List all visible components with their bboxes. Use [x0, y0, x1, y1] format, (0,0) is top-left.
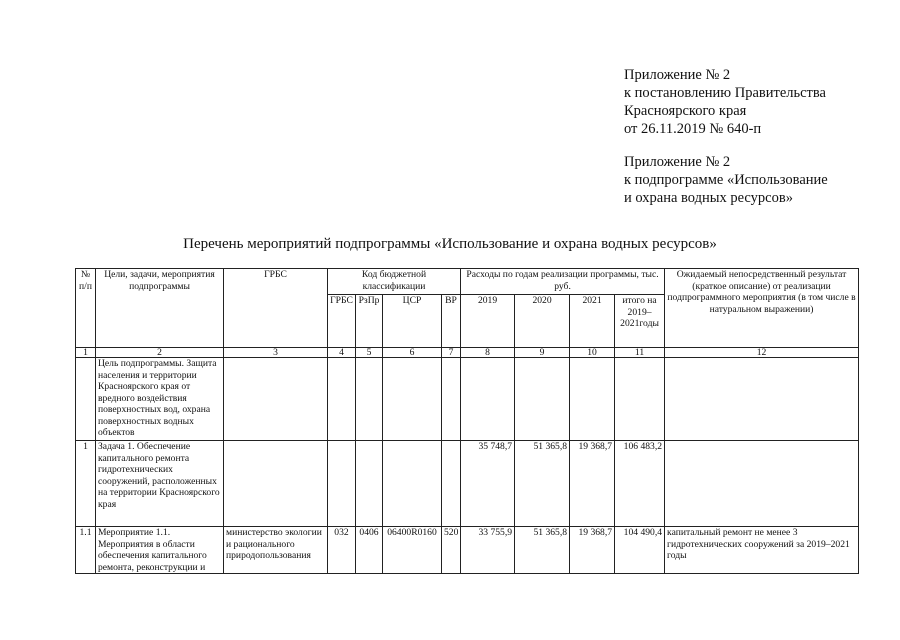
table-row-event — [76, 527, 859, 574]
event-rzpr: 0406 — [356, 527, 383, 574]
appendix-header-subprogram — [624, 153, 828, 207]
appendix-line: Приложение № 2 — [624, 67, 731, 83]
header-csr: ЦСР — [383, 295, 442, 348]
column-number: 1 — [76, 348, 96, 358]
column-number: 11 — [615, 348, 665, 358]
event-text: Мероприятие 1.1. Мероприятия в области обеспечения капитального ремонта, реконструкции и — [96, 527, 224, 574]
column-number: 10 — [570, 348, 615, 358]
task-text: Задача 1. Обеспечение капитального ремонта гидротехнических сооружений, расположенных на территории Красноярского края — [96, 441, 224, 527]
value-total: 104 490,4 — [615, 527, 665, 574]
appendix-line: к постановлению Правительства — [624, 85, 826, 101]
goal-text: Цель подпрограммы. Защита населения и территории Красноярского края от вредного воздействия поверхностных вод, охрана поверхностных водных объектов — [96, 358, 224, 441]
row-num: 1.1 — [76, 527, 96, 574]
value-total: 106 483,2 — [615, 441, 665, 527]
column-number: 4 — [328, 348, 356, 358]
header-num: № п/п — [76, 269, 96, 348]
value-2019: 35 748,7 — [461, 441, 515, 527]
column-number: 6 — [383, 348, 442, 358]
header-total: итого на 2019–2021годы — [615, 295, 665, 348]
column-number-row — [76, 348, 859, 358]
header-goals: Цели, задачи, мероприятия подпрограммы — [96, 269, 224, 348]
row-num: 1 — [76, 441, 96, 527]
column-number: 3 — [224, 348, 328, 358]
table-row-goal — [76, 358, 859, 441]
document-title: Перечень мероприятий подпрограммы «Использование и охрана водных ресурсов» — [183, 236, 717, 252]
event-grbs-code: 032 — [328, 527, 356, 574]
event-csr: 06400R0160 — [383, 527, 442, 574]
column-number: 7 — [442, 348, 461, 358]
column-number: 8 — [461, 348, 515, 358]
value-2020: 51 365,8 — [515, 441, 570, 527]
appendix-line: к подпрограмме «Использование — [624, 172, 828, 188]
column-number: 12 — [665, 348, 859, 358]
header-2021: 2021 — [570, 295, 615, 348]
header-rzpr: РзПр — [356, 295, 383, 348]
event-result: капитальный ремонт не менее 3 гидротехнических сооружений за 2019–2021 годы — [665, 527, 859, 574]
value-2021: 19 368,7 — [570, 441, 615, 527]
header-result: Ожидаемый непосредственный результат (краткое описание) от реализации подпрограммного мероприятия (в том числе в натуральном выражении) — [665, 269, 859, 348]
value-2019: 33 755,9 — [461, 527, 515, 574]
table-row-task — [76, 441, 859, 527]
column-number: 5 — [356, 348, 383, 358]
header-vr: ВР — [442, 295, 461, 348]
event-grbs: министерство экологии и рационального природопользования — [224, 527, 328, 574]
column-number: 2 — [96, 348, 224, 358]
header-grbs-code: ГРБС — [328, 295, 356, 348]
header-expenses: Расходы по годам реализации программы, тыс. руб. — [461, 269, 665, 295]
activities-table — [75, 268, 859, 574]
header-2020: 2020 — [515, 295, 570, 348]
column-number: 9 — [515, 348, 570, 358]
event-vr: 520 — [442, 527, 461, 574]
header-row — [76, 269, 859, 295]
appendix-line: Красноярского края — [624, 103, 747, 119]
appendix-line: и охрана водных ресурсов» — [624, 190, 793, 206]
header-2019: 2019 — [461, 295, 515, 348]
value-2020: 51 365,8 — [515, 527, 570, 574]
appendix-header-decree — [624, 66, 826, 138]
header-budget-code: Код бюджетной классификации — [328, 269, 461, 295]
appendix-line: от 26.11.2019 № 640-п — [624, 121, 762, 137]
value-2021: 19 368,7 — [570, 527, 615, 574]
appendix-line: Приложение № 2 — [624, 154, 731, 170]
header-grbs: ГРБС — [224, 269, 328, 348]
